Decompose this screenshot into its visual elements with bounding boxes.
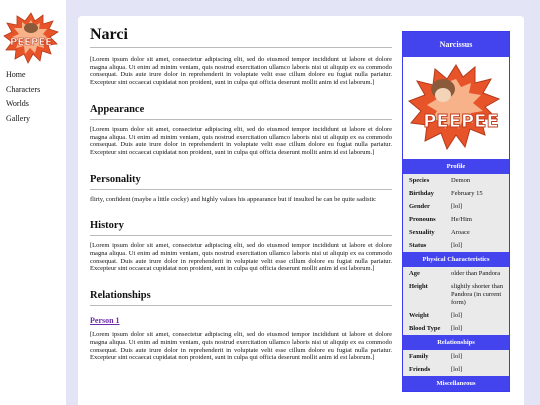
row-pronouns: [403, 213, 509, 226]
heading-appearance: Appearance: [90, 103, 392, 120]
appearance-text: [Lorem ipsum dolor sit amet, consectetur adipiscing elit, sed do eiusmod tempor incididunt ut labore et dolore magna aliqua. Ut enim ad minim veniam, quis nostrud exercitation ullamco laboris nisi ut aliquip ex ea commodo consequat. Duis aute irure dolor in reprehenderit in voluptate velit esse cillum dolore eu fugiat nulla pariatur. Excepteur sint occaecat cupidatat non proident, sunt in culpa qui officia deserunt mollit anim id est laborum.]: [90, 125, 392, 156]
profile-section: [403, 174, 509, 252]
row-key: Sexuality: [409, 228, 435, 236]
intro-text: [Lorem ipsum dolor sit amet, consectetur adipiscing elit, sed do eiusmod tempor incididunt ut labore et dolore magna aliqua. Ut enim ad minim veniam, quis nostrud exercitation ullamco laboris nisi ut aliquip ex ea commodo consequat. Duis aute irure dolor in reprehenderit in voluptate velit esse cillum dolore eu fugiat nulla pariatur. Excepteur sint occaecat cupidatat non proident, sunt in culpa qui officia deserunt mollit anim id est laborum.]: [90, 56, 392, 87]
row-status: [403, 239, 509, 252]
row-gender: [403, 200, 509, 213]
nav-gallery[interactable]: Gallery: [6, 113, 30, 123]
row-key: Family: [409, 352, 429, 360]
row-species: [403, 174, 509, 187]
nav-home[interactable]: Home: [6, 70, 26, 79]
row-key: Friends: [409, 365, 431, 373]
relationships-section: [403, 350, 509, 376]
physical-section: [403, 267, 509, 335]
content-panel: [78, 16, 524, 405]
row-key: Birthday: [409, 189, 434, 197]
relationship-text: [Lorem ipsum dolor sit amet, consectetur adipiscing elit, sed do eiusmod tempor incididunt ut labore et dolore magna aliqua. Ut enim ad minim veniam, quis nostrud exercitation ullamco laboris nisi ut aliquip ex ea commodo consequat. Duis aute irure dolor in reprehenderit in voluptate velit esse cillum dolore eu fugiat nulla pariatur. Excepteur sint occaecat cupidatat non proident, sunt in culpa qui officia deserunt mollit anim id est laborum.]: [90, 331, 392, 362]
sidebar: [0, 0, 66, 405]
heading-relationships: Relationships: [90, 289, 392, 306]
row-friends: [403, 363, 509, 376]
nav-characters[interactable]: Characters: [6, 84, 41, 94]
row-value: [lol]: [451, 202, 463, 210]
portrait-logo-text: PEEPEE: [423, 111, 499, 132]
row-key: Weight: [409, 311, 429, 319]
row-key: Gender: [409, 202, 430, 210]
row-value: slightly shorter than Pandora (in current form): [451, 282, 503, 306]
row-weight: [403, 309, 509, 322]
row-key: Species: [409, 176, 430, 184]
row-age: [403, 267, 509, 280]
row-key: Blood Type: [409, 324, 441, 332]
infobox-physical-heading: Physical Characteristics: [403, 252, 509, 267]
row-value: [lol]: [451, 352, 463, 360]
row-value: [lol]: [451, 311, 463, 319]
infobox-profile-heading: Profile: [403, 159, 509, 174]
heading-personality: Personality: [90, 173, 392, 190]
site-logo[interactable]: [2, 12, 60, 64]
main-nav: [6, 68, 40, 126]
logo-text: PEEPEE: [10, 37, 52, 48]
row-value: older than Pandora: [451, 269, 501, 277]
infobox-relationships-heading: Relationships: [403, 335, 509, 350]
article: [90, 26, 392, 362]
row-sexuality: [403, 226, 509, 239]
row-value: [lol]: [451, 324, 463, 332]
row-key: Height: [409, 282, 428, 290]
row-key: Age: [409, 269, 420, 277]
row-value: [lol]: [451, 241, 463, 249]
row-blood-type: [403, 322, 509, 335]
infobox-title: Narcissus: [403, 32, 509, 57]
character-portrait-image: [403, 57, 509, 159]
row-value: Aroace: [451, 228, 470, 236]
infobox-misc-heading: Miscellaneous: [403, 376, 509, 391]
personality-text: flirty, confident (maybe a little cocky) and highly values his appearance but if insulted he can be quite sadistic: [90, 195, 377, 203]
page-title: Narci: [90, 26, 392, 48]
row-value: He/Him: [451, 215, 472, 223]
row-key: Pronouns: [409, 215, 436, 223]
infobox: [402, 31, 510, 392]
person-1-link[interactable]: Person 1: [90, 316, 120, 326]
heading-history: History: [90, 219, 392, 236]
row-value: [lol]: [451, 365, 463, 373]
history-text: [Lorem ipsum dolor sit amet, consectetur adipiscing elit, sed do eiusmod tempor incididunt ut labore et dolore magna aliqua. Ut enim ad minim veniam, quis nostrud exercitation ullamco laboris nisi ut aliquip ex ea commodo consequat. Duis aute irure dolor in reprehenderit in voluptate velit esse cillum dolore eu fugiat nulla pariatur. Excepteur sint occaecat cupidatat non proident, sunt in culpa qui officia deserunt mollit anim id est laborum.]: [90, 242, 392, 273]
row-birthday: [403, 187, 509, 200]
row-value: February 15: [451, 189, 483, 197]
row-height: [403, 280, 509, 309]
nav-worlds[interactable]: Worlds: [6, 99, 29, 108]
row-key: Status: [409, 241, 427, 249]
row-family: [403, 350, 509, 363]
row-value: Demon: [451, 176, 471, 184]
